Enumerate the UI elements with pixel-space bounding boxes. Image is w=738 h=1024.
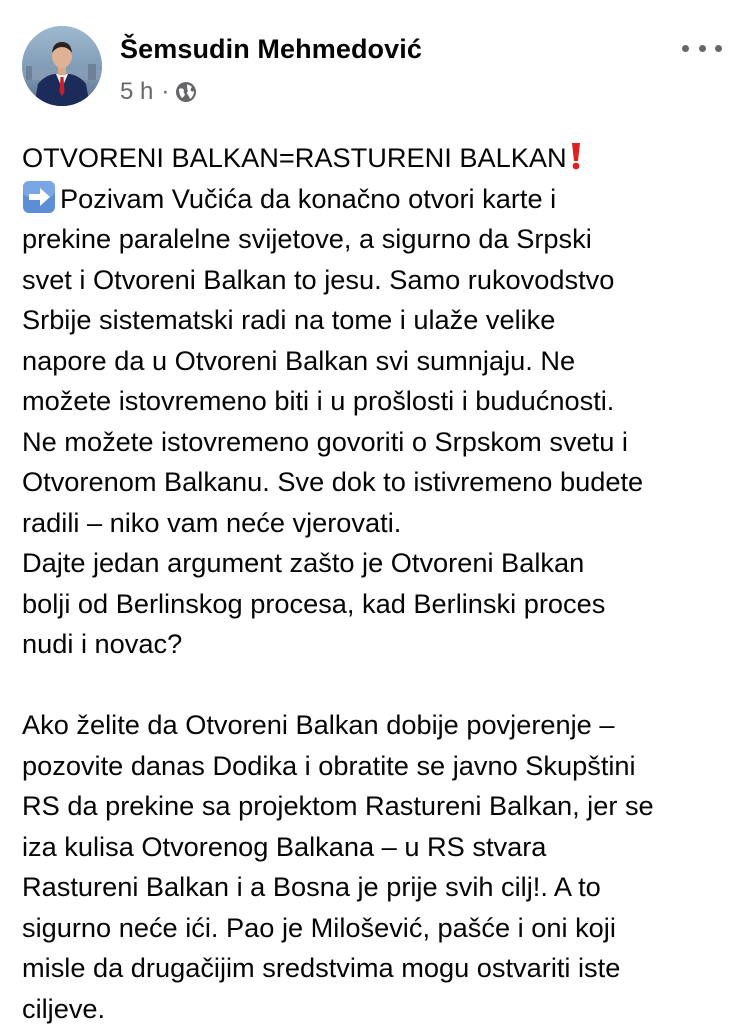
author-avatar[interactable] <box>22 26 102 106</box>
avatar-photo <box>22 26 102 106</box>
more-dot <box>682 45 689 52</box>
post-line: svet i Otvoreni Balkan to jesu. Samo rukovodstvo <box>22 263 615 295</box>
post-time[interactable]: 5 h <box>120 78 154 105</box>
post-line: pozovite danas Dodika i obratite se javno Skupštini <box>22 749 636 781</box>
post-meta <box>120 78 197 106</box>
author-name[interactable]: Šemsudin Mehmedović <box>120 34 422 64</box>
post-line: Ako želite da Otvoreni Balkan dobije povjerenje – <box>22 709 615 740</box>
more-dot <box>715 45 722 52</box>
more-dot <box>699 45 706 52</box>
post-line: Dajte jedan argument zašto je Otvoreni Balkan <box>22 547 585 578</box>
post-line <box>22 138 722 179</box>
red-exclamation-icon <box>570 142 582 170</box>
post-header <box>22 24 722 114</box>
post-line: možete istovremeno biti i u prošlosti i budućnosti. <box>22 385 615 416</box>
post-line: ciljeve. <box>22 992 106 1024</box>
post-line: Ne možete istovremeno govoriti o Srpskom svetu i <box>22 425 628 457</box>
globe-icon[interactable] <box>175 81 197 103</box>
post-body <box>22 138 722 1024</box>
post-line: sigurno neće ići. Pao je Milošević, pašće i oni koji <box>22 911 616 943</box>
meta-separator: · <box>161 78 170 105</box>
post-line: RS da prekine sa projektom Rastureni Balkan, jer se <box>22 790 654 821</box>
post-headline: OTVORENI BALKAN=RASTURENI BALKAN <box>22 142 567 173</box>
post-line: bolji od Berlinskog procesa, kad Berlinski proces <box>22 587 606 619</box>
post-line: Otvorenom Balkanu. Sve dok to istivremeno budete <box>22 466 644 497</box>
post-line: prekine paralelne svijetove, a sigurno da Srpski <box>22 223 592 254</box>
right-arrow-icon <box>22 180 56 214</box>
more-options-button[interactable] <box>682 38 722 58</box>
post-line: iza kulisa Otvorenog Balkana – u RS stvara <box>22 830 547 862</box>
post-line-text: Pozivam Vučića da konačno otvori karte i <box>60 182 557 214</box>
post-line <box>22 179 722 220</box>
post-line: napore da u Otvoreni Balkan svi sumnjaju. Ne <box>22 344 576 376</box>
post-line: nudi i novac? <box>22 628 183 659</box>
post-line: radili – niko vam neće vjerovati. <box>22 506 402 538</box>
post-line: misle da drugačijim sredstvima mogu ostvariti iste <box>22 952 621 983</box>
post-line: Srbije sistematski radi na tome i ulaže velike <box>22 304 556 335</box>
paragraph-gap <box>22 665 722 706</box>
post-line: Rastureni Balkan i a Bosna je prije svih cilj!. A to <box>22 871 601 902</box>
